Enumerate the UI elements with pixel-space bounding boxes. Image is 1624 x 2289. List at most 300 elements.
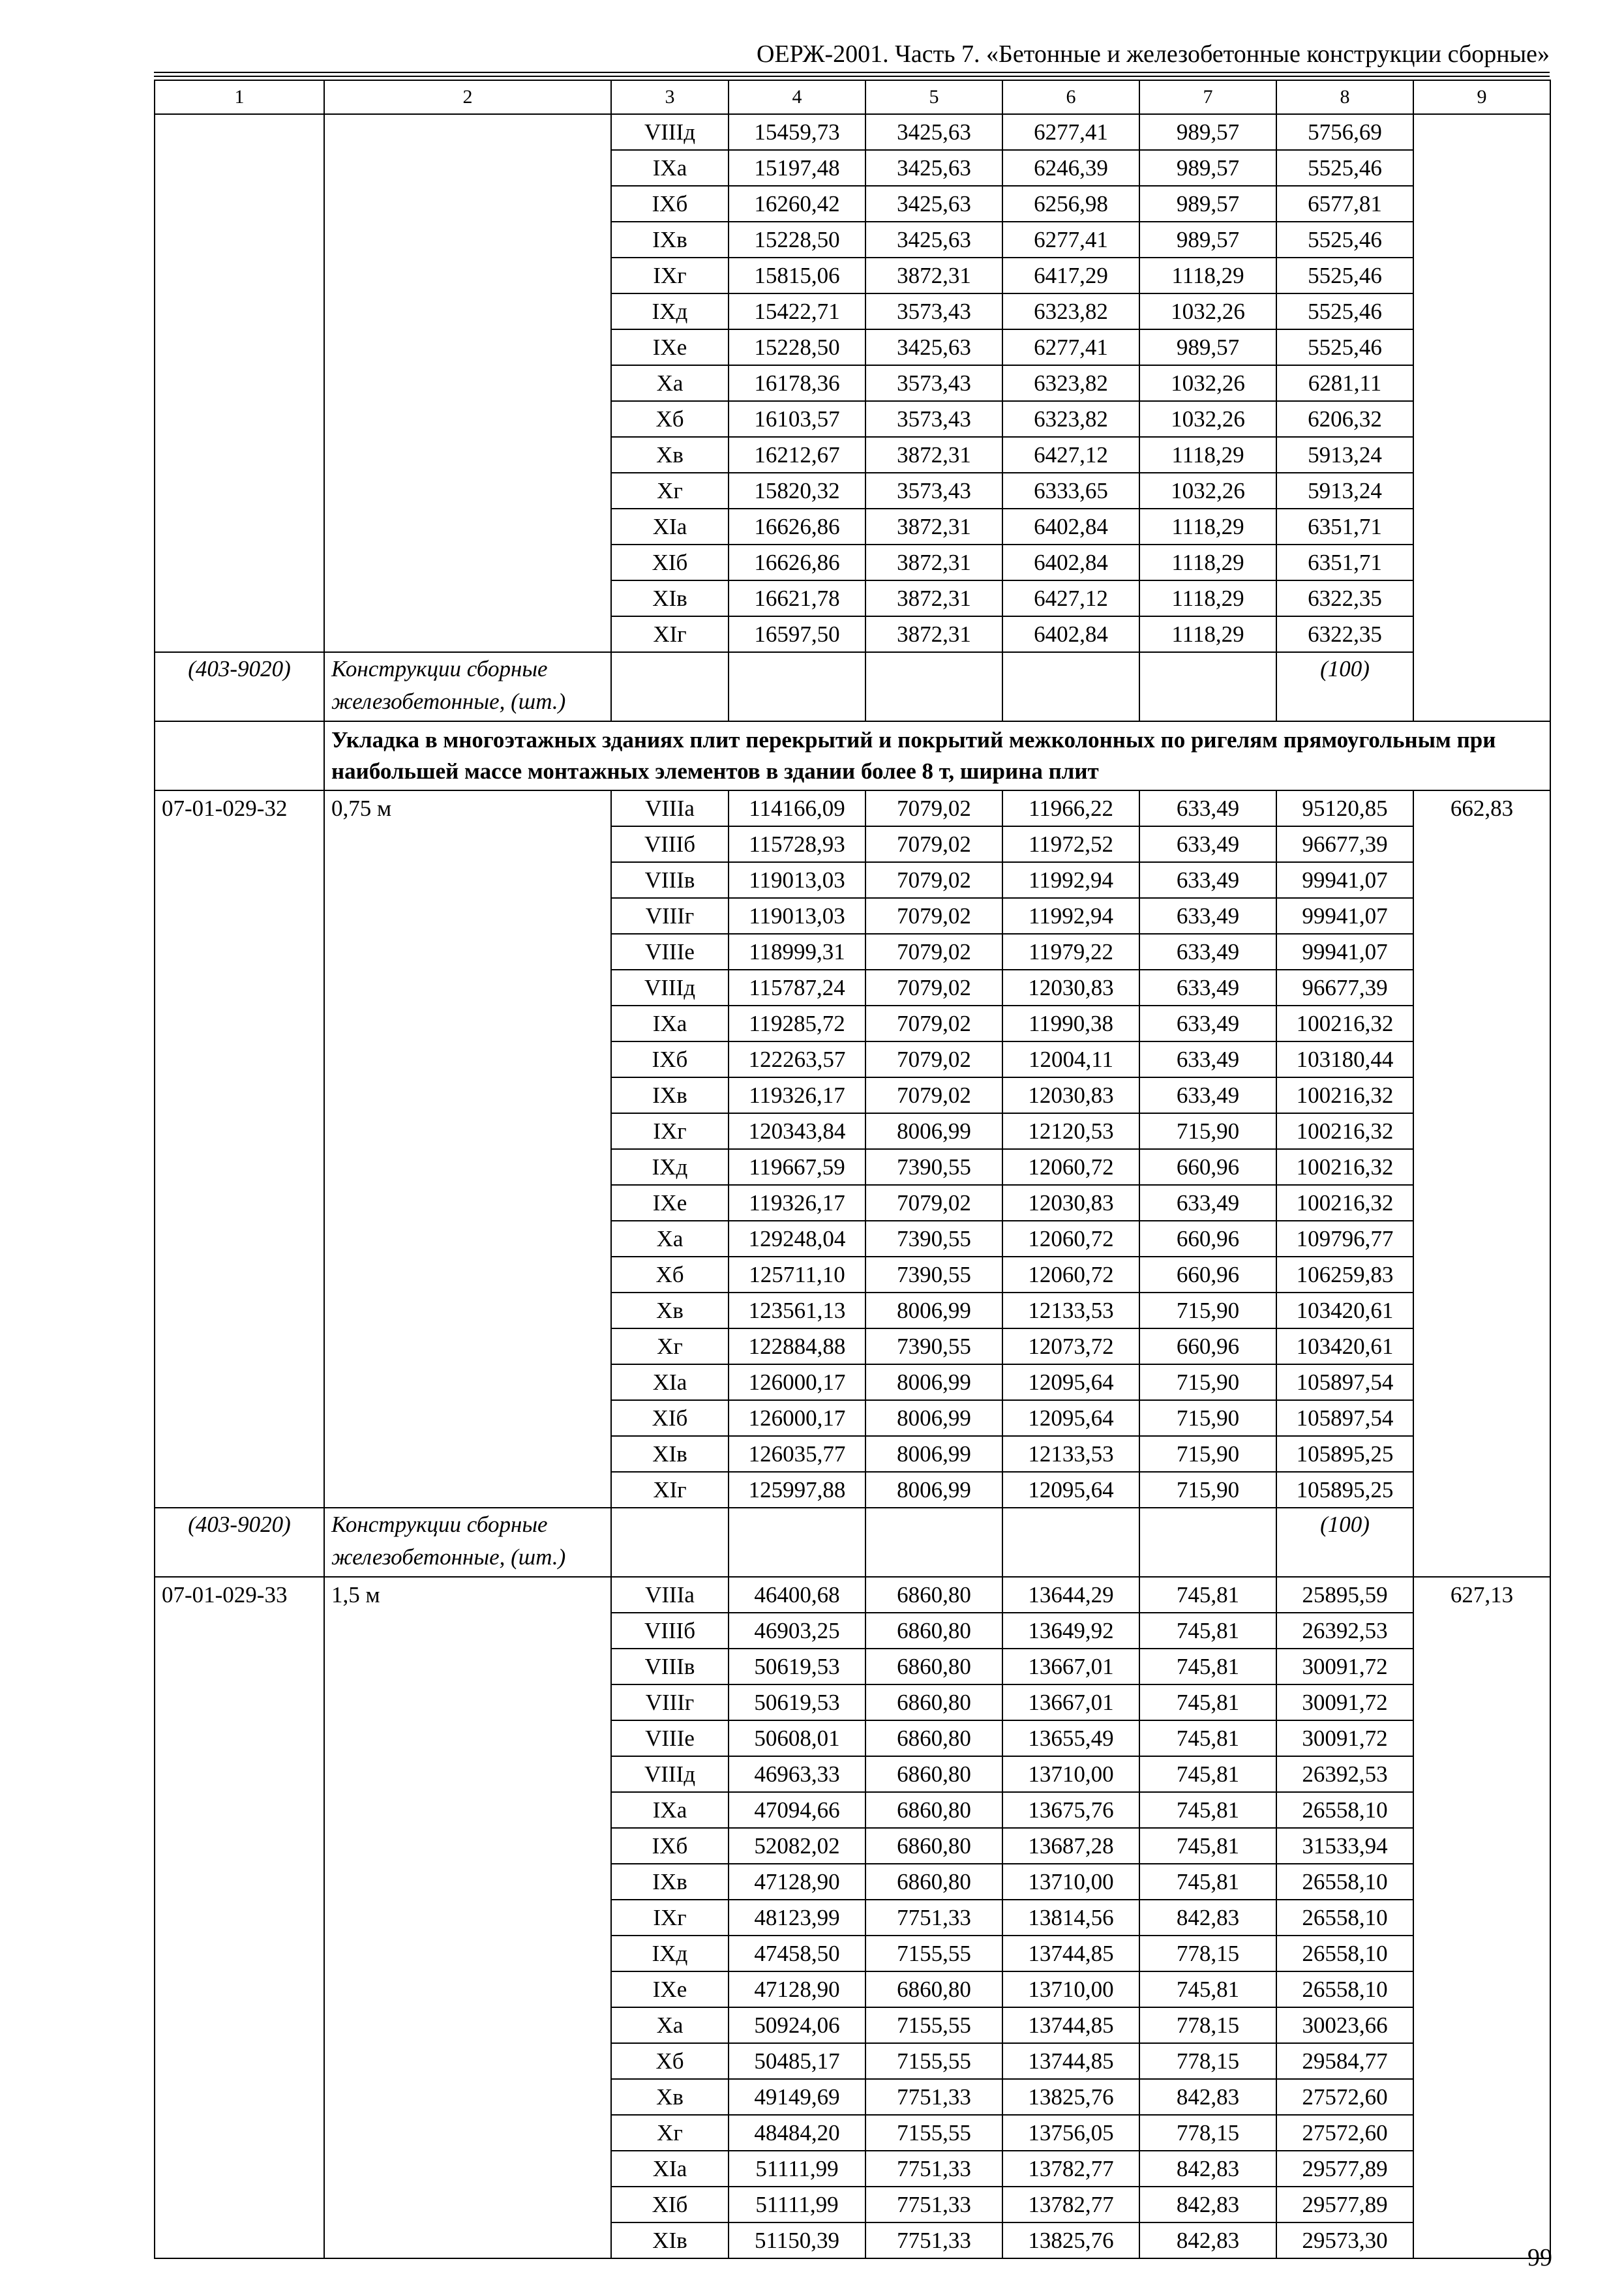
resource-code: (403-9020) — [155, 1508, 324, 1577]
cell: 633,49 — [1139, 790, 1276, 826]
cell: 5913,24 — [1276, 473, 1413, 509]
column-header: 8 — [1276, 80, 1413, 114]
row-name: 0,75 м — [324, 790, 611, 1508]
empty-cell — [1002, 1508, 1139, 1577]
cell: 6206,32 — [1276, 401, 1413, 437]
cell: 6256,98 — [1002, 186, 1139, 222]
rates-table — [154, 80, 1551, 2259]
cell: 13649,92 — [1002, 1613, 1139, 1649]
cell: 1032,26 — [1139, 293, 1276, 329]
cell: 31533,94 — [1276, 1828, 1413, 1864]
resource-code: (403-9020) — [155, 652, 324, 721]
cell: 29577,89 — [1276, 2151, 1413, 2187]
cell: 3425,63 — [865, 186, 1002, 222]
cell: IXв — [611, 222, 729, 258]
cell: 13667,01 — [1002, 1684, 1139, 1720]
cell: 3872,31 — [865, 437, 1002, 473]
cell: 115787,24 — [729, 970, 865, 1006]
cell: 6351,71 — [1276, 545, 1413, 580]
page-header: ОЕРЖ-2001. Часть 7. «Бетонные и железобетонные конструкции сборные» — [757, 40, 1550, 68]
cell: 633,49 — [1139, 1185, 1276, 1221]
cell: 6323,82 — [1002, 365, 1139, 401]
cell: 989,57 — [1139, 222, 1276, 258]
cell: 745,81 — [1139, 1971, 1276, 2007]
cell: 1032,26 — [1139, 401, 1276, 437]
cell: Xв — [611, 1293, 729, 1328]
column-header: 3 — [611, 80, 729, 114]
cell: 48123,99 — [729, 1900, 865, 1936]
cell: 7079,02 — [865, 1006, 1002, 1041]
cell: 16626,86 — [729, 545, 865, 580]
cell: IXд — [611, 1936, 729, 1971]
cell: IXa — [611, 1792, 729, 1828]
cell-col9: 662,83 — [1413, 790, 1550, 1577]
cell: 119667,59 — [729, 1149, 865, 1185]
cell: 3573,43 — [865, 293, 1002, 329]
cell: 26392,53 — [1276, 1756, 1413, 1792]
cell: 11972,52 — [1002, 826, 1139, 862]
cell: 8006,99 — [865, 1113, 1002, 1149]
cell: 5756,69 — [1276, 114, 1413, 150]
cell: 129248,04 — [729, 1221, 865, 1257]
cell: 7155,55 — [865, 2115, 1002, 2151]
cell: 633,49 — [1139, 934, 1276, 970]
cell: 715,90 — [1139, 1436, 1276, 1472]
cell: 26558,10 — [1276, 1792, 1413, 1828]
cell: 11966,22 — [1002, 790, 1139, 826]
cell: 3425,63 — [865, 114, 1002, 150]
cell: Xг — [611, 2115, 729, 2151]
cell: Xa — [611, 365, 729, 401]
cell: 13687,28 — [1002, 1828, 1139, 1864]
cell: VIIIa — [611, 1577, 729, 1613]
cell: 13825,76 — [1002, 2222, 1139, 2258]
cell-col9: 627,13 — [1413, 1577, 1550, 2258]
cell: 27572,60 — [1276, 2115, 1413, 2151]
cell: 13644,29 — [1002, 1577, 1139, 1613]
cell: 11992,94 — [1002, 862, 1139, 898]
cell: IXг — [611, 1113, 729, 1149]
cell: 7079,02 — [865, 934, 1002, 970]
cell: 13655,49 — [1002, 1720, 1139, 1756]
cell: 119013,03 — [729, 898, 865, 934]
empty-cell — [729, 1508, 865, 1577]
cell: 842,83 — [1139, 2222, 1276, 2258]
cell: 7079,02 — [865, 898, 1002, 934]
cell: 114166,09 — [729, 790, 865, 826]
cell: 633,49 — [1139, 1077, 1276, 1113]
row-code — [155, 114, 324, 652]
section-spacer — [155, 721, 324, 790]
cell: 778,15 — [1139, 2115, 1276, 2151]
cell: 13710,00 — [1002, 1864, 1139, 1900]
empty-cell — [865, 652, 1002, 721]
cell: 99941,07 — [1276, 862, 1413, 898]
cell: VIIIe — [611, 934, 729, 970]
cell: 6322,35 — [1276, 580, 1413, 616]
cell: 105897,54 — [1276, 1400, 1413, 1436]
cell: 778,15 — [1139, 1936, 1276, 1971]
cell: 16626,86 — [729, 509, 865, 545]
cell: 47128,90 — [729, 1864, 865, 1900]
cell: 8006,99 — [865, 1436, 1002, 1472]
cell: 50608,01 — [729, 1720, 865, 1756]
cell: Xб — [611, 2043, 729, 2079]
cell: IXб — [611, 1041, 729, 1077]
cell: IXд — [611, 293, 729, 329]
cell: 13710,00 — [1002, 1756, 1139, 1792]
cell: 5525,46 — [1276, 293, 1413, 329]
cell: 6351,71 — [1276, 509, 1413, 545]
cell: 26558,10 — [1276, 1936, 1413, 1971]
cell: Xв — [611, 437, 729, 473]
empty-cell — [729, 652, 865, 721]
cell: 745,81 — [1139, 1613, 1276, 1649]
cell: 15815,06 — [729, 258, 865, 293]
cell: 16260,42 — [729, 186, 865, 222]
cell: 7390,55 — [865, 1221, 1002, 1257]
cell: 16178,36 — [729, 365, 865, 401]
cell: 12060,72 — [1002, 1149, 1139, 1185]
cell: 12030,83 — [1002, 970, 1139, 1006]
cell: 1032,26 — [1139, 365, 1276, 401]
table-row — [155, 1577, 1550, 1613]
cell: 12133,53 — [1002, 1293, 1139, 1328]
cell: Xг — [611, 1328, 729, 1364]
cell: 100216,32 — [1276, 1113, 1413, 1149]
cell: 842,83 — [1139, 2151, 1276, 2187]
cell: 6860,80 — [865, 1649, 1002, 1684]
cell: VIIIг — [611, 1684, 729, 1720]
column-header: 9 — [1413, 80, 1550, 114]
cell: 3573,43 — [865, 365, 1002, 401]
cell: 7155,55 — [865, 1936, 1002, 1971]
cell: 989,57 — [1139, 186, 1276, 222]
empty-cell — [611, 652, 729, 721]
cell: 51111,99 — [729, 2151, 865, 2187]
cell: 6402,84 — [1002, 545, 1139, 580]
cell: 12095,64 — [1002, 1364, 1139, 1400]
cell: 1118,29 — [1139, 437, 1276, 473]
cell: 6246,39 — [1002, 150, 1139, 186]
cell: 119326,17 — [729, 1077, 865, 1113]
cell: 1118,29 — [1139, 580, 1276, 616]
cell: 6860,80 — [865, 1613, 1002, 1649]
cell: VIIIд — [611, 970, 729, 1006]
cell: 3872,31 — [865, 545, 1002, 580]
resource-name: Конструкции сборные железобетонные, (шт.) — [324, 652, 611, 721]
cell: 105895,25 — [1276, 1436, 1413, 1472]
cell: 989,57 — [1139, 150, 1276, 186]
cell: 12073,72 — [1002, 1328, 1139, 1364]
row-code: 07-01-029-33 — [155, 1577, 324, 2258]
cell: Xб — [611, 1257, 729, 1293]
cell: 6860,80 — [865, 1792, 1002, 1828]
cell: 50619,53 — [729, 1684, 865, 1720]
cell: 125711,10 — [729, 1257, 865, 1293]
cell: 12030,83 — [1002, 1185, 1139, 1221]
cell: 123561,13 — [729, 1293, 865, 1328]
cell: XIв — [611, 1436, 729, 1472]
cell: 30091,72 — [1276, 1720, 1413, 1756]
cell: 115728,93 — [729, 826, 865, 862]
row-code: 07-01-029-32 — [155, 790, 324, 1508]
cell: 7751,33 — [865, 2079, 1002, 2115]
cell: VIIIб — [611, 1613, 729, 1649]
cell: 6427,12 — [1002, 437, 1139, 473]
column-header: 4 — [729, 80, 865, 114]
empty-cell — [1139, 1508, 1276, 1577]
cell: IXa — [611, 1006, 729, 1041]
cell: 100216,32 — [1276, 1149, 1413, 1185]
cell: 13667,01 — [1002, 1649, 1139, 1684]
cell: 7079,02 — [865, 1185, 1002, 1221]
cell: 8006,99 — [865, 1364, 1002, 1400]
resource-footer-row — [155, 1508, 1550, 1577]
cell: IXe — [611, 1971, 729, 2007]
cell: 6860,80 — [865, 1720, 1002, 1756]
cell: 30091,72 — [1276, 1684, 1413, 1720]
cell: 842,83 — [1139, 2079, 1276, 2115]
cell: XIб — [611, 1400, 729, 1436]
cell: 15228,50 — [729, 329, 865, 365]
cell: XIб — [611, 545, 729, 580]
cell: 25895,59 — [1276, 1577, 1413, 1613]
cell: 5525,46 — [1276, 329, 1413, 365]
cell: 29577,89 — [1276, 2187, 1413, 2222]
cell: 745,81 — [1139, 1649, 1276, 1684]
cell: 633,49 — [1139, 970, 1276, 1006]
header-rule-double — [154, 76, 1550, 77]
cell: 7155,55 — [865, 2007, 1002, 2043]
cell: 12095,64 — [1002, 1400, 1139, 1436]
cell: 109796,77 — [1276, 1221, 1413, 1257]
cell: 778,15 — [1139, 2007, 1276, 2043]
resource-quantity: (100) — [1276, 652, 1413, 721]
cell: 50924,06 — [729, 2007, 865, 2043]
cell: 99941,07 — [1276, 898, 1413, 934]
cell: 12060,72 — [1002, 1221, 1139, 1257]
cell: 5525,46 — [1276, 150, 1413, 186]
cell: 49149,69 — [729, 2079, 865, 2115]
cell: 13744,85 — [1002, 2007, 1139, 2043]
cell: 105895,25 — [1276, 1472, 1413, 1508]
cell: 6860,80 — [865, 1864, 1002, 1900]
cell: 126000,17 — [729, 1364, 865, 1400]
cell: 5913,24 — [1276, 437, 1413, 473]
cell: XIг — [611, 1472, 729, 1508]
cell: 660,96 — [1139, 1221, 1276, 1257]
cell: XIв — [611, 2222, 729, 2258]
cell: 745,81 — [1139, 1828, 1276, 1864]
cell: XIa — [611, 509, 729, 545]
cell: 3425,63 — [865, 222, 1002, 258]
cell: 3872,31 — [865, 616, 1002, 652]
cell: IXб — [611, 1828, 729, 1864]
cell: 13710,00 — [1002, 1971, 1139, 2007]
cell: IXa — [611, 150, 729, 186]
cell: 99941,07 — [1276, 934, 1413, 970]
column-header: 2 — [324, 80, 611, 114]
cell: 126000,17 — [729, 1400, 865, 1436]
cell: 15459,73 — [729, 114, 865, 150]
cell: VIIIв — [611, 862, 729, 898]
cell: XIб — [611, 2187, 729, 2222]
cell: Xa — [611, 2007, 729, 2043]
cell: XIa — [611, 1364, 729, 1400]
cell: 3425,63 — [865, 150, 1002, 186]
cell: 12060,72 — [1002, 1257, 1139, 1293]
cell: 103420,61 — [1276, 1293, 1413, 1328]
column-header: 5 — [865, 80, 1002, 114]
cell: 15228,50 — [729, 222, 865, 258]
cell: 120343,84 — [729, 1113, 865, 1149]
cell: 126035,77 — [729, 1436, 865, 1472]
cell: 13756,05 — [1002, 2115, 1139, 2151]
cell: 6860,80 — [865, 1577, 1002, 1613]
cell: 745,81 — [1139, 1720, 1276, 1756]
cell: 122263,57 — [729, 1041, 865, 1077]
cell: 7155,55 — [865, 2043, 1002, 2079]
cell: XIa — [611, 2151, 729, 2187]
cell: 715,90 — [1139, 1472, 1276, 1508]
section-title: Укладка в многоэтажных зданиях плит перекрытий и покрытий межколонных по ригелям прямоугольным при наибольшей массе монтажных элементов в здании более 8 т, ширина плит — [324, 721, 1550, 790]
cell: 989,57 — [1139, 114, 1276, 150]
cell: 989,57 — [1139, 329, 1276, 365]
cell: 12120,53 — [1002, 1113, 1139, 1149]
cell: 3573,43 — [865, 401, 1002, 437]
cell: IXe — [611, 329, 729, 365]
cell: 660,96 — [1139, 1328, 1276, 1364]
cell: 633,49 — [1139, 1041, 1276, 1077]
cell: 13782,77 — [1002, 2151, 1139, 2187]
cell: 1118,29 — [1139, 509, 1276, 545]
cell: 660,96 — [1139, 1257, 1276, 1293]
cell: 3872,31 — [865, 509, 1002, 545]
cell: 13825,76 — [1002, 2079, 1139, 2115]
cell: 29584,77 — [1276, 2043, 1413, 2079]
cell: 745,81 — [1139, 1792, 1276, 1828]
cell: IXe — [611, 1185, 729, 1221]
cell: 7751,33 — [865, 2222, 1002, 2258]
cell: 13675,76 — [1002, 1792, 1139, 1828]
cell: 95120,85 — [1276, 790, 1413, 826]
cell: IXб — [611, 186, 729, 222]
cell: 96677,39 — [1276, 970, 1413, 1006]
cell: 7079,02 — [865, 1077, 1002, 1113]
cell: 6323,82 — [1002, 293, 1139, 329]
cell: 100216,32 — [1276, 1077, 1413, 1113]
table-row — [155, 114, 1550, 150]
cell: 633,49 — [1139, 862, 1276, 898]
cell: 715,90 — [1139, 1113, 1276, 1149]
cell: 7079,02 — [865, 826, 1002, 862]
cell: Xв — [611, 2079, 729, 2115]
cell: 6577,81 — [1276, 186, 1413, 222]
cell: VIIIб — [611, 826, 729, 862]
cell: 47458,50 — [729, 1936, 865, 1971]
cell: 633,49 — [1139, 1006, 1276, 1041]
cell: IXв — [611, 1077, 729, 1113]
cell: IXв — [611, 1864, 729, 1900]
cell: 7079,02 — [865, 970, 1002, 1006]
cell: 96677,39 — [1276, 826, 1413, 862]
cell: 6860,80 — [865, 1684, 1002, 1720]
cell: 1118,29 — [1139, 545, 1276, 580]
cell: 1118,29 — [1139, 616, 1276, 652]
resource-quantity: (100) — [1276, 1508, 1413, 1577]
cell: VIIIд — [611, 1756, 729, 1792]
row-name: 1,5 м — [324, 1577, 611, 2258]
cell: 12133,53 — [1002, 1436, 1139, 1472]
cell: 715,90 — [1139, 1400, 1276, 1436]
column-header: 6 — [1002, 80, 1139, 114]
cell: 29573,30 — [1276, 2222, 1413, 2258]
cell: 26558,10 — [1276, 1864, 1413, 1900]
cell: 5525,46 — [1276, 222, 1413, 258]
cell: 15197,48 — [729, 150, 865, 186]
cell: 6323,82 — [1002, 401, 1139, 437]
column-header: 1 — [155, 80, 324, 114]
cell: 103180,44 — [1276, 1041, 1413, 1077]
cell: 103420,61 — [1276, 1328, 1413, 1364]
cell: 6322,35 — [1276, 616, 1413, 652]
empty-cell — [865, 1508, 1002, 1577]
cell: 745,81 — [1139, 1577, 1276, 1613]
cell: 105897,54 — [1276, 1364, 1413, 1400]
cell: 7390,55 — [865, 1257, 1002, 1293]
cell: 7079,02 — [865, 1041, 1002, 1077]
cell: 125997,88 — [729, 1472, 865, 1508]
cell: VIIIa — [611, 790, 729, 826]
cell: 100216,32 — [1276, 1006, 1413, 1041]
cell: Xг — [611, 473, 729, 509]
cell: 30023,66 — [1276, 2007, 1413, 2043]
cell: 51150,39 — [729, 2222, 865, 2258]
cell: 7751,33 — [865, 2151, 1002, 2187]
cell: VIIIг — [611, 898, 729, 934]
cell: 26558,10 — [1276, 1971, 1413, 2007]
cell: Xa — [611, 1221, 729, 1257]
cell: 11990,38 — [1002, 1006, 1139, 1041]
cell: XIв — [611, 580, 729, 616]
cell: 11979,22 — [1002, 934, 1139, 970]
cell: 633,49 — [1139, 898, 1276, 934]
cell: 715,90 — [1139, 1364, 1276, 1400]
cell: 842,83 — [1139, 2187, 1276, 2222]
cell: 27572,60 — [1276, 2079, 1413, 2115]
cell: 6333,65 — [1002, 473, 1139, 509]
cell: 6402,84 — [1002, 616, 1139, 652]
cell: 11992,94 — [1002, 898, 1139, 934]
cell: 52082,02 — [729, 1828, 865, 1864]
cell: 48484,20 — [729, 2115, 865, 2151]
cell: 15820,32 — [729, 473, 865, 509]
cell: 3872,31 — [865, 580, 1002, 616]
cell: 8006,99 — [865, 1400, 1002, 1436]
column-header: 7 — [1139, 80, 1276, 114]
cell: 6277,41 — [1002, 329, 1139, 365]
cell: 51111,99 — [729, 2187, 865, 2222]
cell: 15422,71 — [729, 293, 865, 329]
cell: XIг — [611, 616, 729, 652]
header-rule — [154, 72, 1550, 73]
cell: 7751,33 — [865, 1900, 1002, 1936]
cell: 16103,57 — [729, 401, 865, 437]
cell: 3872,31 — [865, 258, 1002, 293]
cell: 1032,26 — [1139, 473, 1276, 509]
cell: IXд — [611, 1149, 729, 1185]
